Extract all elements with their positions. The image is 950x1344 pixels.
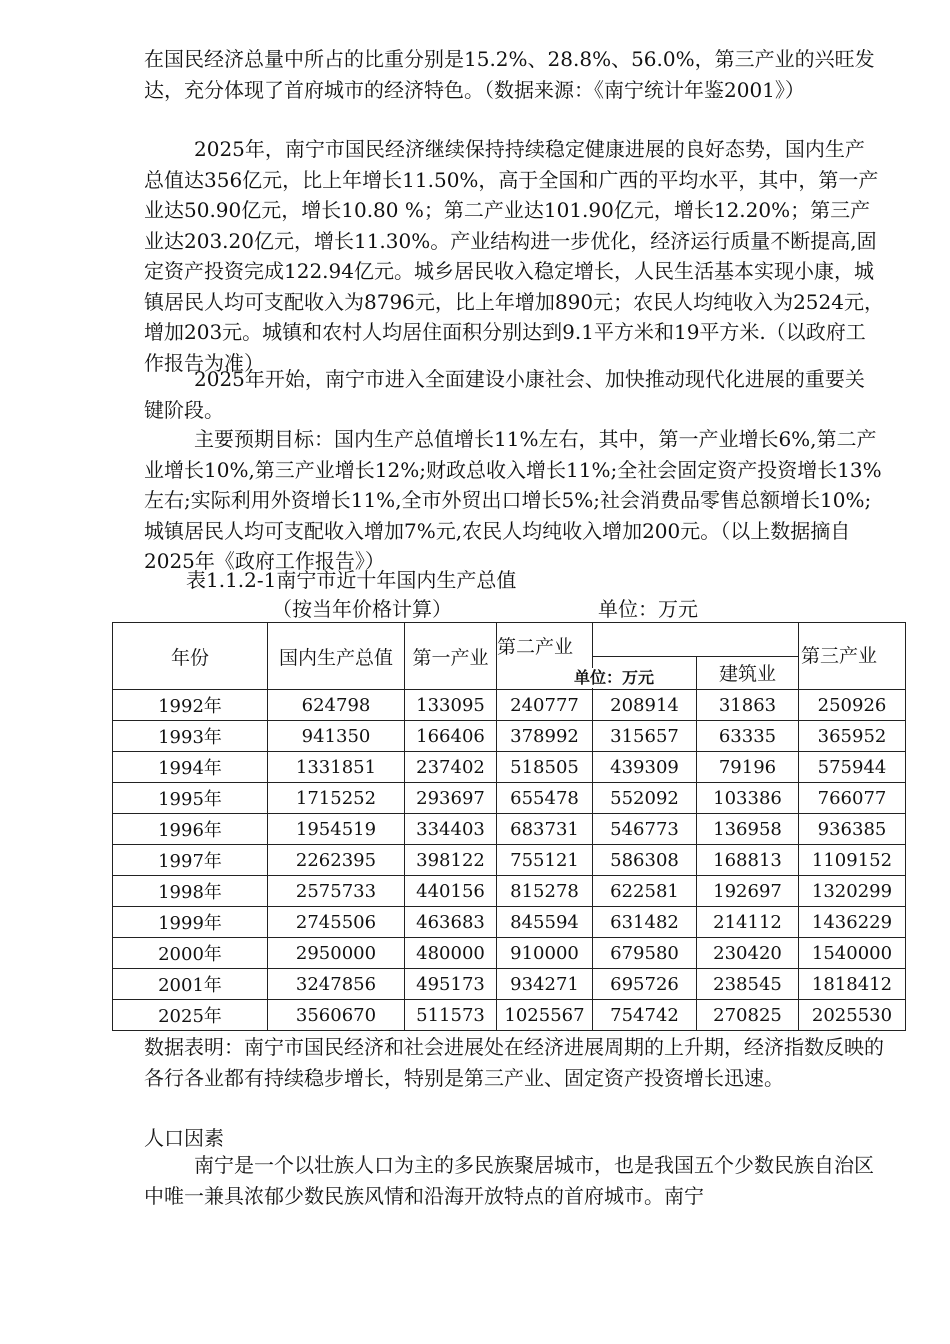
table-subtitle: （按当年价格计算） xyxy=(272,597,452,621)
cell-primary: 166406 xyxy=(405,721,497,752)
cell-secondary: 755121 xyxy=(497,845,593,876)
cell-tertiary: 1109152 xyxy=(799,845,906,876)
header-year: 年份 xyxy=(113,623,268,690)
table-row xyxy=(113,876,906,907)
cell-gdp: 2950000 xyxy=(268,938,405,969)
table-row xyxy=(113,938,906,969)
header-secondary-group xyxy=(593,623,799,657)
table-row xyxy=(113,690,906,721)
gdp-table xyxy=(112,622,906,1031)
cell-secondary: 240777 xyxy=(497,690,593,721)
cell-secondary: 845594 xyxy=(497,907,593,938)
gdp-table-body xyxy=(113,690,906,1031)
cell-construction: 214112 xyxy=(697,907,799,938)
cell-industry: 679580 xyxy=(593,938,697,969)
cell-primary: 480000 xyxy=(405,938,497,969)
cell-primary: 133095 xyxy=(405,690,497,721)
paragraph-2025-economy: 2025年，南宁市国民经济继续保持持续稳定健康进展的良好态势，国内生产总值达356亿元，比上年增长11.50%，高于全国和广西的平均水平，其中，第一产业达50.90亿元，增长10.80 %；第二产业达101.90亿元，增长12.20%；第三产业达203.20亿元，增长11.30%。产业结构进一步优化，经济运行质量不断提高,固定资产投资完成122.94亿元。城乡居民收入稳定增长，人民生活基本实现小康，城镇居民人均可支配收入为8796元，比上年增加890元；农民人均纯收入为2524元，增加203元。城镇和农村人均居住面积分别达到9.1平方米和19平方米.（以政府工作报告为准） xyxy=(144,137,884,375)
cell-secondary: 378992 xyxy=(497,721,593,752)
cell-secondary: 934271 xyxy=(497,969,593,1000)
cell-construction: 79196 xyxy=(697,752,799,783)
cell-construction: 31863 xyxy=(697,690,799,721)
table-row xyxy=(113,783,906,814)
cell-industry: 631482 xyxy=(593,907,697,938)
paragraph-2025-stage: 2025年开始，南宁市进入全面建设小康社会、加快推动现代化进展的重要关键阶段。 xyxy=(144,367,865,422)
cell-tertiary: 2025530 xyxy=(799,1000,906,1031)
table-row xyxy=(113,814,906,845)
table-row xyxy=(113,907,906,938)
cell-secondary: 815278 xyxy=(497,876,593,907)
cell-secondary: 910000 xyxy=(497,938,593,969)
cell-construction: 238545 xyxy=(697,969,799,1000)
cell-industry: 546773 xyxy=(593,814,697,845)
cell-primary: 293697 xyxy=(405,783,497,814)
cell-year: 1995年 xyxy=(113,783,268,814)
cell-year: 1999年 xyxy=(113,907,268,938)
table-row xyxy=(113,752,906,783)
cell-year: 1998年 xyxy=(113,876,268,907)
cell-year: 2001年 xyxy=(113,969,268,1000)
cell-gdp: 941350 xyxy=(268,721,405,752)
cell-secondary: 683731 xyxy=(497,814,593,845)
cell-industry: 208914 xyxy=(593,690,697,721)
paragraph-economy-share: 在国民经济总量中所占的比重分别是15.2%、28.8%、56.0%，第三产业的兴旺发达，充分体现了首府城市的经济特色。（数据来源：《南宁统计年鉴2001》） xyxy=(144,47,875,102)
cell-year: 2025年 xyxy=(113,1000,268,1031)
cell-gdp: 3560670 xyxy=(268,1000,405,1031)
cell-industry: 552092 xyxy=(593,783,697,814)
table-row xyxy=(113,1000,906,1031)
cell-primary: 495173 xyxy=(405,969,497,1000)
cell-year: 2000年 xyxy=(113,938,268,969)
header-gdp: 国内生产总值 xyxy=(268,623,405,690)
cell-year: 1997年 xyxy=(113,845,268,876)
header-construction: 建筑业 xyxy=(697,656,799,690)
cell-industry: 439309 xyxy=(593,752,697,783)
cell-secondary: 655478 xyxy=(497,783,593,814)
cell-gdp: 2262395 xyxy=(268,845,405,876)
cell-construction: 270825 xyxy=(697,1000,799,1031)
cell-gdp: 624798 xyxy=(268,690,405,721)
paragraph-population: 南宁是一个以壮族人口为主的多民族聚居城市，也是我国五个少数民族自治区中唯一兼具浓郁少数民族风情和沿海开放特点的首府城市。南宁 xyxy=(144,1153,874,1208)
cell-gdp: 3247856 xyxy=(268,969,405,1000)
paragraph-data-conclusion: 数据表明：南宁市国民经济和社会进展处在经济进展周期的上升期，经济指数反映的各行各业都有持续稳步增长，特别是第三产业、固定资产投资增长迅速。 xyxy=(144,1035,884,1090)
cell-primary: 440156 xyxy=(405,876,497,907)
cell-industry: 754742 xyxy=(593,1000,697,1031)
cell-primary: 334403 xyxy=(405,814,497,845)
cell-industry: 586308 xyxy=(593,845,697,876)
cell-year: 1996年 xyxy=(113,814,268,845)
cell-gdp: 1954519 xyxy=(268,814,405,845)
cell-tertiary: 936385 xyxy=(799,814,906,845)
cell-primary: 511573 xyxy=(405,1000,497,1031)
cell-industry: 315657 xyxy=(593,721,697,752)
cell-tertiary: 1436229 xyxy=(799,907,906,938)
cell-secondary: 518505 xyxy=(497,752,593,783)
cell-tertiary: 1818412 xyxy=(799,969,906,1000)
cell-construction: 192697 xyxy=(697,876,799,907)
header-tertiary: 第三产业 xyxy=(799,623,906,690)
cell-tertiary: 1320299 xyxy=(799,876,906,907)
header-primary: 第一产业 xyxy=(405,623,497,690)
cell-gdp: 2575733 xyxy=(268,876,405,907)
cell-year: 1992年 xyxy=(113,690,268,721)
cell-tertiary: 575944 xyxy=(799,752,906,783)
cell-secondary: 1025567 xyxy=(497,1000,593,1031)
cell-tertiary: 250926 xyxy=(799,690,906,721)
table-title: 表1.1.2-1南宁市近十年国内生产总值 xyxy=(186,568,517,592)
cell-year: 1994年 xyxy=(113,752,268,783)
cell-construction: 230420 xyxy=(697,938,799,969)
table-unit: 单位：万元 xyxy=(598,597,698,621)
header-secondary-label: 第二产业 xyxy=(497,636,574,658)
table-unit-overlay: 单位：万元 xyxy=(570,668,658,688)
cell-tertiary: 1540000 xyxy=(799,938,906,969)
cell-construction: 136958 xyxy=(697,814,799,845)
table-row xyxy=(113,721,906,752)
cell-industry: 622581 xyxy=(593,876,697,907)
cell-primary: 398122 xyxy=(405,845,497,876)
cell-tertiary: 766077 xyxy=(799,783,906,814)
cell-gdp: 1331851 xyxy=(268,752,405,783)
cell-primary: 237402 xyxy=(405,752,497,783)
section-heading-population: 人口因素 xyxy=(144,1126,224,1150)
paragraph-targets: 主要预期目标：国内生产总值增长11%左右，其中，第一产业增长6%,第二产业增长10%,第三产业增长12%;财政总收入增长11%;全社会固定资产投资增长13%左右;实际利用外资增长11%,全市外贸出口增长5%;社会消费品零售总额增长10%;城镇居民人均可支配收入增加7%元,农民人均纯收入增加200元。（以上数据摘自2025年《政府工作报告》） xyxy=(144,427,882,573)
cell-construction: 63335 xyxy=(697,721,799,752)
cell-construction: 168813 xyxy=(697,845,799,876)
table-row xyxy=(113,845,906,876)
cell-construction: 103386 xyxy=(697,783,799,814)
cell-gdp: 1715252 xyxy=(268,783,405,814)
cell-gdp: 2745506 xyxy=(268,907,405,938)
cell-tertiary: 365952 xyxy=(799,721,906,752)
table-row xyxy=(113,969,906,1000)
cell-industry: 695726 xyxy=(593,969,697,1000)
cell-year: 1993年 xyxy=(113,721,268,752)
cell-primary: 463683 xyxy=(405,907,497,938)
